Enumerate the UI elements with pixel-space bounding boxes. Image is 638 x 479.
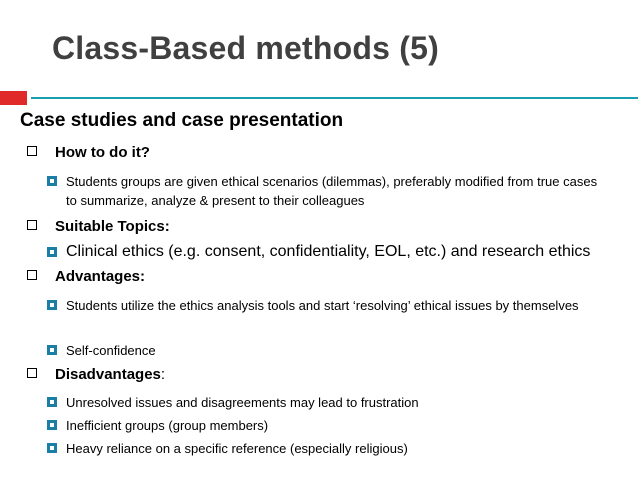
bullet-how-to [27,144,150,161]
square-bullet-icon [47,345,57,355]
section-heading: Case studies and case presentation [20,110,344,131]
slide-title: Class-Based methods (5) [52,30,439,66]
square-bullet-icon [47,300,57,310]
square-bullet-icon [47,420,57,430]
sub-bullet [47,172,606,210]
sub-bullet [47,416,606,435]
bullet-label: Suitable Topics: [55,218,170,235]
square-bullet-icon [47,397,57,407]
sub-bullet-text: Clinical ethics (e.g. consent, confidentiality, EOL, etc.) and research ethics [66,243,591,260]
sub-bullet [47,341,606,360]
bullet-label-suffix: : [160,366,166,383]
square-bullet-icon [47,247,57,257]
sub-bullet [47,296,586,315]
sub-bullet-text: Students utilize the ethics analysis tools and start ‘resolving’ ethical issues by themselves [66,298,579,313]
sub-bullet-text: Students groups are given ethical scenarios (dilemmas), preferably modified from true cases to summarize, analyze & present to their colleagues [66,174,598,208]
bullet-advantages [27,268,145,285]
sub-bullet [47,439,606,458]
sub-bullet-text: Inefficient groups (group members) [66,418,269,433]
sub-bullet-text: Heavy reliance on a specific reference (especially religious) [66,441,408,456]
sub-bullet [47,393,606,412]
bullet-label: How to do it? [55,144,150,161]
square-bullet-icon [47,443,57,453]
hollow-square-bullet-icon [27,220,37,230]
hollow-square-bullet-icon [27,368,37,378]
sub-bullet-text: Unresolved issues and disagreements may lead to frustration [66,395,419,410]
bullet-label: Advantages: [55,268,146,285]
hollow-square-bullet-icon [27,270,37,280]
square-bullet-icon [47,176,57,186]
sub-bullet [47,241,606,263]
bullet-disadvantages [27,366,165,383]
hollow-square-bullet-icon [27,146,37,156]
bullet-label: Disadvantages [55,366,161,383]
sub-bullet-text: Self-confidence [66,343,156,358]
bullet-suitable-topics [27,218,170,235]
